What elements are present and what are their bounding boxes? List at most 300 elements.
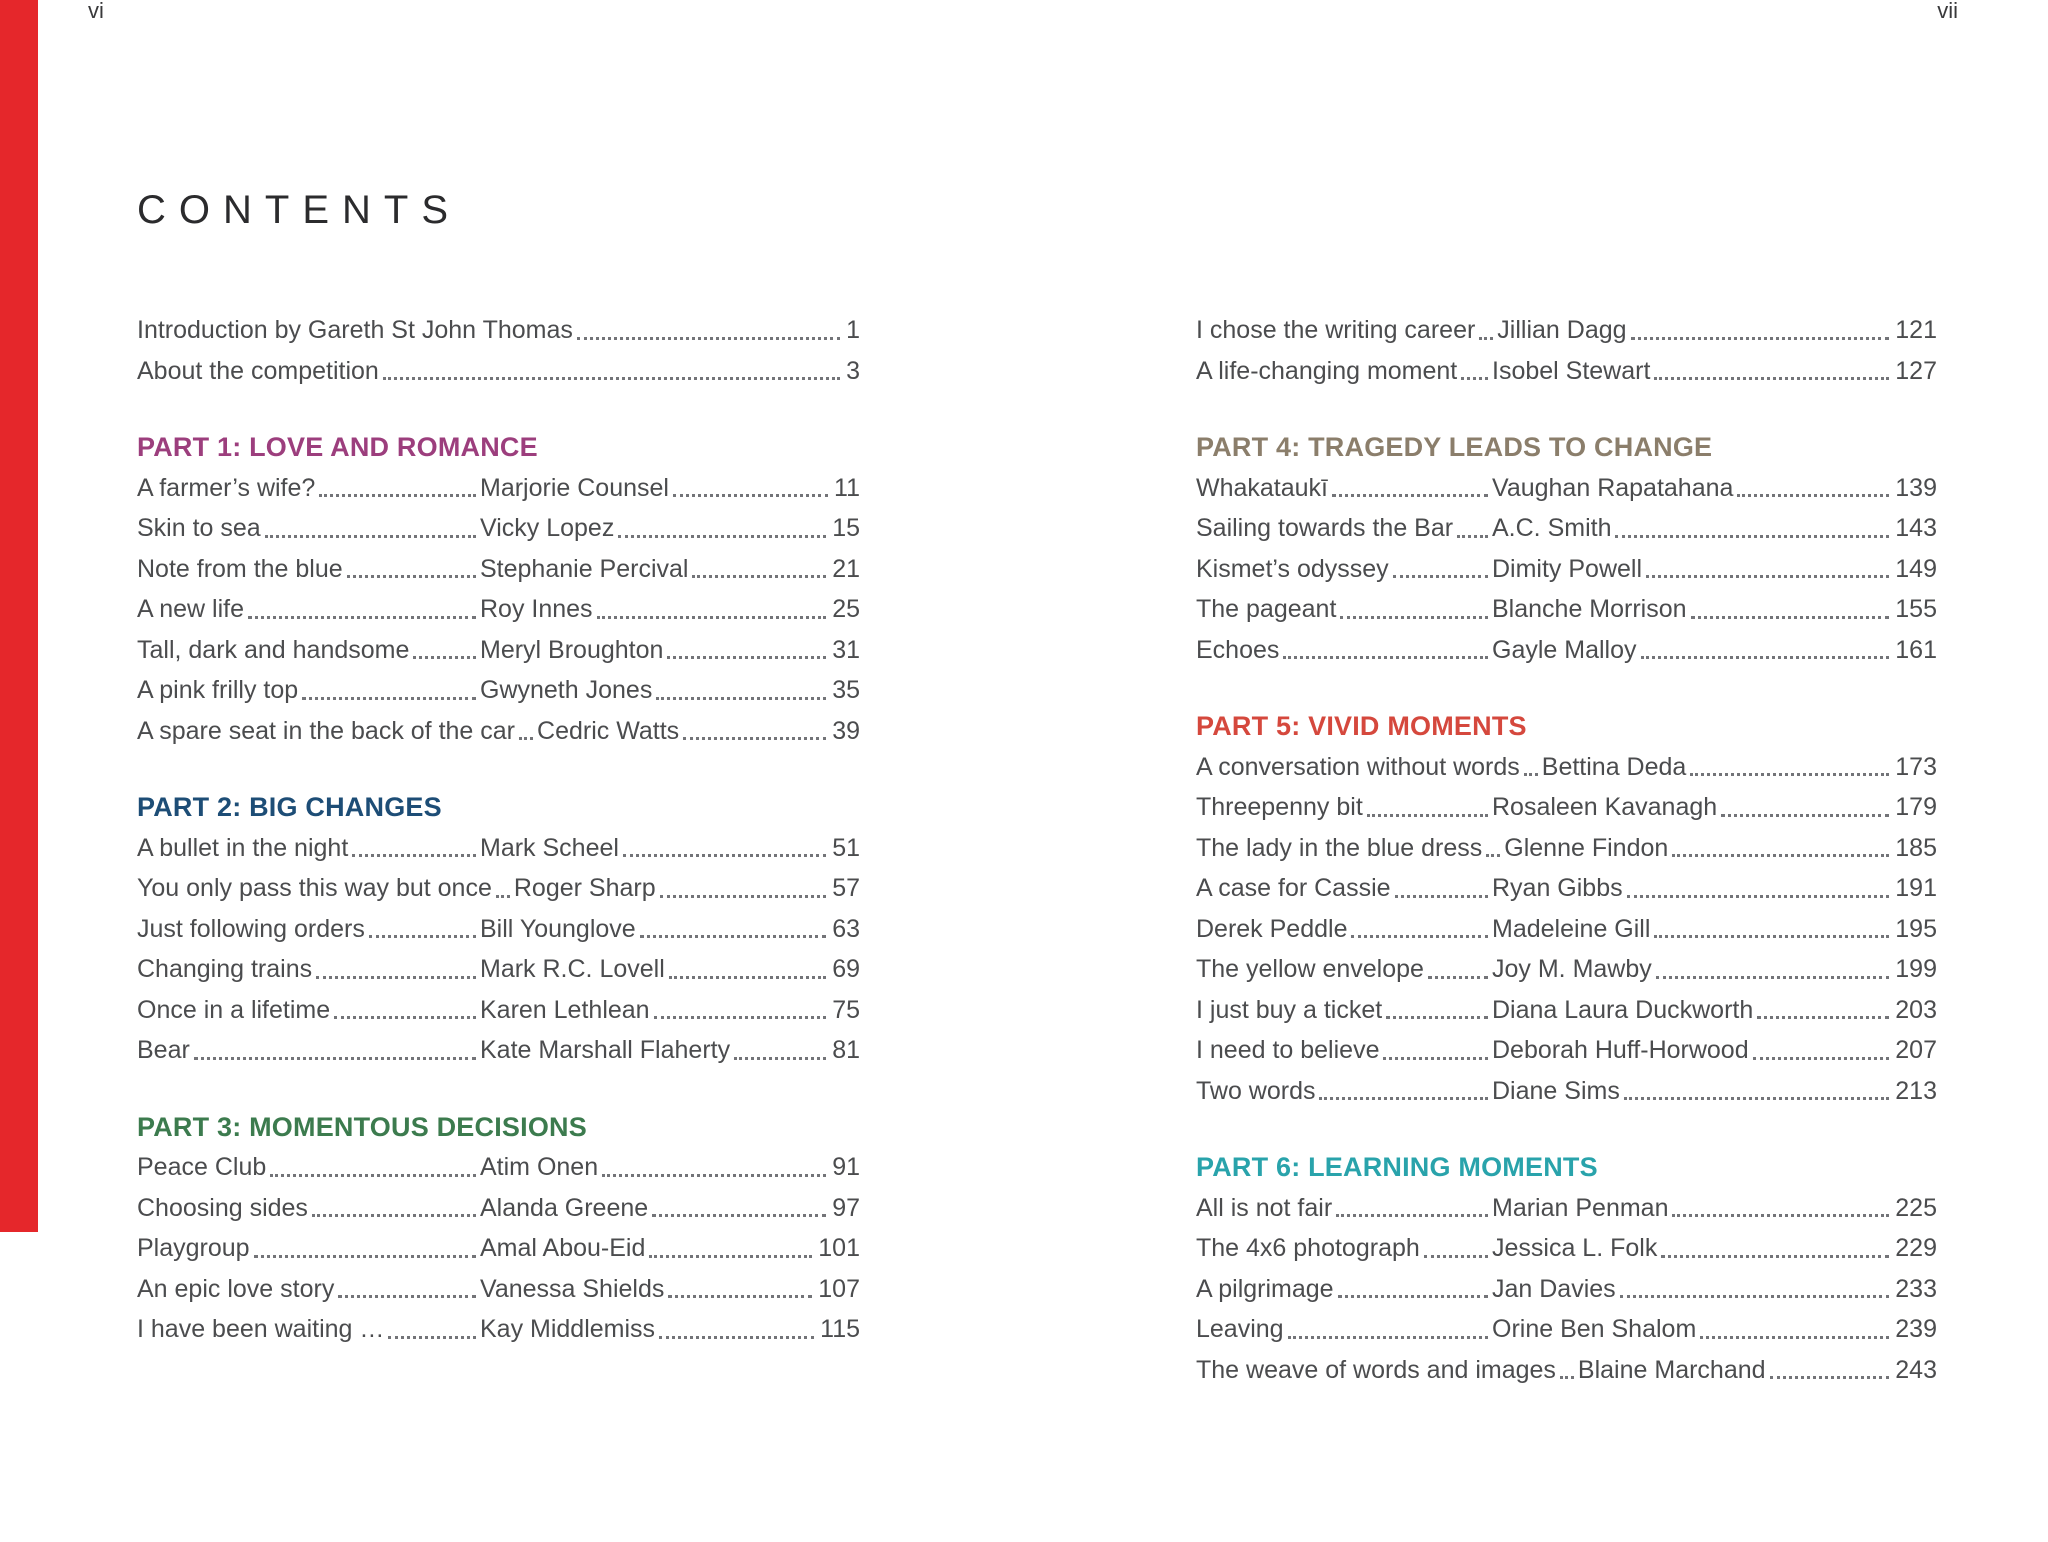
entry-author: Cedric Watts	[537, 716, 680, 745]
entry-title: Tall, dark and handsome	[137, 635, 410, 664]
toc-entry-row	[137, 1309, 860, 1350]
entry-title: Note from the blue	[137, 554, 343, 583]
entry-page-number: 57	[832, 874, 860, 902]
dot-leader	[1340, 616, 1488, 619]
entry-author: Diane Sims	[1492, 1076, 1620, 1105]
dot-leader	[347, 575, 476, 578]
part-heading: PART 3: MOMENTOUS DECISIONS	[137, 1111, 587, 1142]
toc-entry-row	[1196, 828, 1937, 869]
dot-leader	[194, 1057, 476, 1060]
dot-leader	[649, 1255, 812, 1258]
entry-title: You only pass this way but once	[137, 874, 492, 902]
entry-page-number: 229	[1895, 1234, 1937, 1262]
entry-page-number: 11	[834, 473, 860, 502]
dot-leader	[692, 575, 826, 578]
entry-author: Gwyneth Jones	[480, 676, 653, 704]
entry-title-cell	[1196, 1228, 1492, 1269]
entry-author: Orine Ben Shalom	[1492, 1315, 1697, 1343]
dot-leader	[1367, 814, 1488, 817]
dot-leader	[1486, 854, 1500, 857]
entry-title: The lady in the blue dress	[1196, 833, 1483, 862]
entry-page-number: 63	[832, 914, 860, 943]
folio-left: vi	[88, 0, 104, 23]
entry-page-number: 101	[818, 1234, 860, 1262]
dot-leader	[1524, 773, 1538, 776]
entry-page-number: 97	[832, 1193, 860, 1222]
entry-author: A.C. Smith	[1492, 514, 1612, 542]
dot-leader	[1654, 935, 1889, 938]
dot-leader	[673, 494, 828, 497]
toc-entry-row	[1196, 868, 1937, 909]
dot-leader	[519, 737, 533, 740]
entry-title: I have been waiting …	[137, 1315, 385, 1343]
dot-leader	[352, 854, 476, 857]
dot-leader	[1737, 494, 1889, 497]
entry-title-cell	[137, 1030, 480, 1071]
dot-leader	[1336, 1214, 1488, 1217]
toc-entry-row	[1196, 990, 1937, 1031]
entry-title-cell	[137, 1228, 480, 1269]
entry-title-cell	[1196, 1188, 1492, 1229]
dot-leader	[338, 1295, 476, 1298]
dot-leader	[1351, 935, 1488, 938]
entry-page-number: 185	[1895, 833, 1937, 862]
entry-title: Whakataukī	[1196, 473, 1329, 502]
dot-leader	[1757, 1016, 1889, 1019]
entry-author: Vanessa Shields	[480, 1274, 665, 1303]
entry-title: A life-changing moment	[1196, 356, 1458, 385]
dot-leader	[577, 337, 840, 340]
entry-page-number: 115	[820, 1315, 860, 1343]
entry-author: Rosaleen Kavanagh	[1492, 793, 1718, 821]
entry-title-cell	[137, 670, 480, 711]
dot-leader	[1654, 377, 1889, 380]
dot-leader	[265, 535, 476, 538]
entry-title-cell	[137, 990, 480, 1031]
dot-leader	[654, 1016, 827, 1019]
entry-title: The weave of words and images	[1196, 1355, 1556, 1384]
entry-author: Blaine Marchand	[1577, 1355, 1766, 1384]
toc-entry-row	[137, 670, 860, 711]
red-edge-strip	[0, 0, 38, 1232]
dot-leader	[1479, 337, 1493, 340]
dot-leader	[667, 656, 826, 659]
entry-title-cell	[137, 711, 537, 752]
entry-title: I need to believe	[1196, 1036, 1380, 1064]
entry-title-cell	[1196, 1309, 1492, 1350]
toc-entry-row	[137, 508, 860, 549]
entry-author: Atim Onen	[480, 1153, 599, 1181]
entry-title-cell	[137, 828, 480, 869]
entry-title: A spare seat in the back of the car	[137, 716, 516, 745]
dot-leader	[669, 976, 826, 979]
toc-entry-row	[1196, 630, 1937, 671]
dot-leader	[640, 935, 826, 938]
entry-page-number: 155	[1895, 595, 1937, 623]
dot-leader	[734, 1057, 826, 1060]
toc-sections-left	[137, 427, 860, 1350]
entry-page-number: 203	[1895, 995, 1937, 1024]
entry-title: Once in a lifetime	[137, 995, 331, 1024]
entry-title: A conversation without words	[1196, 752, 1520, 781]
dot-leader	[1753, 1057, 1890, 1060]
entry-page-number: 213	[1895, 1076, 1937, 1105]
dot-leader	[254, 1255, 476, 1258]
dot-leader	[1690, 773, 1889, 776]
toc-entry-row	[137, 828, 860, 869]
entry-page-number: 191	[1895, 874, 1937, 902]
entry-page-number: 31	[832, 635, 860, 664]
entry-title-cell	[1196, 868, 1492, 909]
entry-title: Introduction by Gareth St John Thomas	[137, 316, 573, 344]
entry-title: A bullet in the night	[137, 833, 349, 862]
toc-entry-row	[1196, 1350, 1937, 1391]
entry-title-cell	[1196, 549, 1492, 590]
entry-title-cell	[137, 549, 480, 590]
dot-leader	[1624, 1097, 1889, 1100]
entry-page-number: 15	[832, 514, 860, 542]
dot-leader	[1627, 895, 1890, 898]
entry-page-number: 143	[1895, 514, 1937, 542]
entry-author: Meryl Broughton	[480, 635, 664, 664]
dot-leader	[1700, 1336, 1889, 1339]
toc-entry-row	[1196, 787, 1937, 828]
entry-author: Roger Sharp	[513, 874, 656, 902]
toc-entry-row	[137, 1188, 860, 1229]
dot-leader	[1283, 656, 1488, 659]
dot-leader	[1395, 895, 1488, 898]
entry-title: The 4x6 photograph	[1196, 1234, 1420, 1262]
part-section	[137, 787, 860, 1071]
entry-title: I chose the writing career	[1196, 316, 1476, 344]
dot-leader	[388, 1336, 476, 1339]
toc-entry-row	[1196, 1071, 1937, 1112]
contents-title: CONTENTS	[137, 188, 461, 232]
entry-title: All is not fair	[1196, 1193, 1333, 1222]
part-section	[1196, 427, 1937, 670]
entry-page-number: 195	[1895, 914, 1937, 943]
dot-leader	[1319, 1097, 1488, 1100]
entry-author: Marian Penman	[1492, 1193, 1669, 1222]
toc-entry-row	[1196, 1228, 1937, 1269]
dot-leader	[270, 1174, 476, 1177]
entry-title: The yellow envelope	[1196, 955, 1424, 983]
entry-page-number: 207	[1895, 1036, 1937, 1064]
entry-author: Deborah Huff-Horwood	[1492, 1036, 1749, 1064]
dot-leader	[319, 494, 476, 497]
dot-leader	[1620, 1295, 1890, 1298]
part-heading: PART 1: LOVE AND ROMANCE	[137, 432, 538, 462]
entry-title: A new life	[137, 595, 245, 623]
entry-title-cell	[137, 508, 480, 549]
entry-title-cell	[1196, 310, 1497, 351]
entry-page-number: 179	[1895, 793, 1937, 821]
dot-leader	[1338, 1295, 1488, 1298]
dot-leader	[1656, 976, 1890, 979]
entry-title-cell	[137, 949, 480, 990]
dot-leader	[1615, 535, 1889, 538]
toc-entry-row	[1196, 468, 1937, 509]
entry-page-number: 127	[1895, 356, 1937, 385]
entry-page-number: 173	[1895, 752, 1937, 781]
dot-leader	[1672, 1214, 1889, 1217]
dot-leader	[1424, 1255, 1488, 1258]
part-section	[1196, 1147, 1937, 1390]
entry-author: Joy M. Mawby	[1492, 955, 1652, 983]
entry-page-number: 25	[832, 595, 860, 623]
entry-page-number: 233	[1895, 1274, 1937, 1303]
dot-leader	[302, 697, 476, 700]
toc-entry-row	[1196, 1188, 1937, 1229]
entry-title-cell	[137, 1147, 480, 1188]
entry-title: Threepenny bit	[1196, 793, 1363, 821]
dot-leader	[652, 1214, 826, 1217]
entry-title: About the competition	[137, 356, 379, 385]
entry-title: Kismet’s odyssey	[1196, 554, 1389, 583]
toc-entry-row	[1196, 351, 1937, 392]
toc-entry-row	[137, 549, 860, 590]
dot-leader	[1457, 535, 1488, 538]
entry-title-cell	[137, 868, 514, 909]
dot-leader	[1332, 494, 1488, 497]
dot-leader	[656, 697, 826, 700]
dot-leader	[1661, 1255, 1889, 1258]
entry-title-cell	[1196, 1350, 1578, 1391]
entry-page-number: 75	[832, 995, 860, 1024]
part-heading: PART 4: TRAGEDY LEADS TO CHANGE	[1196, 432, 1713, 462]
toc-entry-row	[137, 990, 860, 1031]
dot-leader	[312, 1214, 476, 1217]
entry-title-cell	[1196, 949, 1492, 990]
entry-author: Dimity Powell	[1492, 554, 1643, 583]
dot-leader	[1646, 575, 1889, 578]
part-section	[1196, 706, 1937, 1111]
entry-page-number: 139	[1895, 473, 1937, 502]
dot-leader	[668, 1295, 812, 1298]
entry-title: Playgroup	[137, 1234, 250, 1262]
entry-title: Bear	[137, 1036, 190, 1064]
dot-leader	[1386, 1016, 1488, 1019]
entry-title-cell	[137, 630, 480, 671]
entry-author: Kay Middlemiss	[480, 1315, 656, 1343]
toc-entry-row	[137, 949, 860, 990]
toc-entry-row	[137, 1030, 860, 1071]
toc-entry-row	[1196, 747, 1937, 788]
dot-leader	[659, 1336, 814, 1339]
toc-entry-row	[137, 630, 860, 671]
entry-author: Madeleine Gill	[1492, 914, 1651, 943]
entry-author: Stephanie Percival	[480, 554, 689, 583]
entry-title: A pilgrimage	[1196, 1274, 1334, 1303]
entry-title-cell	[1196, 747, 1542, 788]
entry-page-number: 225	[1895, 1193, 1937, 1222]
part-section	[137, 1107, 860, 1350]
dot-leader	[413, 656, 476, 659]
toc-entry-row	[137, 909, 860, 950]
entry-title: I just buy a ticket	[1196, 995, 1383, 1024]
entry-author: Mark Scheel	[480, 833, 619, 862]
entry-title: Two words	[1196, 1076, 1316, 1105]
entry-title-cell	[137, 909, 480, 950]
entry-title: Leaving	[1196, 1315, 1284, 1343]
entry-title: Changing trains	[137, 955, 313, 983]
toc-entry-row	[137, 589, 860, 630]
toc-entry-row	[137, 868, 860, 909]
entry-author: Jan Davies	[1492, 1274, 1616, 1303]
entry-author: Ryan Gibbs	[1492, 874, 1623, 902]
part-heading: PART 2: BIG CHANGES	[137, 792, 442, 822]
toc-entry-row	[1196, 549, 1937, 590]
entry-title: The pageant	[1196, 595, 1337, 623]
dot-leader	[1691, 616, 1890, 619]
entry-author: Vicky Lopez	[480, 514, 615, 542]
dot-leader	[1641, 656, 1890, 659]
dot-leader	[496, 895, 510, 898]
dot-leader	[1288, 1336, 1488, 1339]
entry-title-cell	[1196, 787, 1492, 828]
dot-leader	[383, 377, 840, 380]
entry-title: Peace Club	[137, 1153, 267, 1181]
folio-right: vii	[1937, 0, 1958, 23]
entry-title-cell	[1196, 630, 1492, 671]
entry-page-number: 199	[1895, 955, 1937, 983]
entry-page-number: 149	[1895, 554, 1937, 583]
toc-entry-row	[137, 468, 860, 509]
dot-leader	[1631, 337, 1890, 340]
entry-author: Vaughan Rapatahana	[1492, 473, 1734, 502]
entry-title-cell	[1196, 508, 1492, 549]
entry-author: Karen Lethlean	[480, 995, 650, 1024]
dot-leader	[623, 854, 826, 857]
entry-author: Roy Innes	[480, 595, 593, 623]
entry-author: Jillian Dagg	[1497, 316, 1627, 344]
entry-author: Kate Marshall Flaherty	[480, 1036, 731, 1064]
entry-author: Alanda Greene	[480, 1193, 649, 1222]
toc-sections-right	[1196, 427, 1937, 1390]
entry-author: Glenne Findon	[1504, 833, 1669, 862]
entry-author: Amal Abou-Eid	[480, 1234, 646, 1262]
dot-leader	[1393, 575, 1488, 578]
dot-leader	[597, 616, 827, 619]
entry-author: Isobel Stewart	[1492, 356, 1651, 385]
part-heading: PART 6: LEARNING MOMENTS	[1196, 1152, 1598, 1182]
entry-title-cell	[1196, 1071, 1492, 1112]
toc-entry-row	[1196, 1309, 1937, 1350]
entry-page-number: 161	[1895, 635, 1937, 664]
entry-title-cell	[1196, 351, 1492, 392]
dot-leader	[1428, 976, 1488, 979]
entry-page-number: 39	[832, 716, 860, 745]
dot-leader	[334, 1016, 476, 1019]
entry-title-cell	[1196, 1030, 1492, 1071]
dot-leader	[683, 737, 826, 740]
entry-page-number: 3	[846, 356, 860, 385]
entry-page-number: 107	[818, 1274, 860, 1303]
entry-title: A farmer’s wife?	[137, 473, 316, 502]
entry-title: A case for Cassie	[1196, 874, 1391, 902]
entry-title-cell	[1196, 828, 1504, 869]
entry-title-cell	[1196, 589, 1492, 630]
dot-leader	[618, 535, 826, 538]
toc-entry-row	[137, 351, 860, 392]
entry-page-number: 51	[832, 833, 860, 862]
entry-page-number: 21	[832, 554, 860, 583]
toc-entry-row	[137, 1147, 860, 1188]
entry-author: Bettina Deda	[1541, 752, 1687, 781]
toc-entry-row	[137, 711, 860, 752]
entry-page-number: 121	[1895, 316, 1937, 344]
entry-title: Choosing sides	[137, 1193, 308, 1222]
entry-title-cell	[137, 468, 480, 509]
entry-title: Just following orders	[137, 914, 365, 943]
dot-leader	[248, 616, 476, 619]
entry-page-number: 243	[1895, 1355, 1937, 1384]
part-section	[137, 427, 860, 751]
entry-page-number: 35	[832, 676, 860, 704]
entry-author: Mark R.C. Lovell	[480, 955, 665, 983]
dot-leader	[1383, 1057, 1488, 1060]
entry-title: Derek Peddle	[1196, 914, 1348, 943]
dot-leader	[602, 1174, 826, 1177]
dot-leader	[1770, 1376, 1890, 1379]
entry-title-cell	[137, 1269, 480, 1310]
page-right	[1196, 0, 1937, 1390]
entry-title: An epic love story	[137, 1274, 335, 1303]
toc-entry-row	[137, 310, 860, 351]
toc-entry-row	[1196, 909, 1937, 950]
entry-page-number: 91	[832, 1153, 860, 1181]
entry-author: Marjorie Counsel	[480, 473, 669, 502]
toc-entry-row	[1196, 949, 1937, 990]
entry-author: Diana Laura Duckworth	[1492, 995, 1754, 1024]
entry-title-cell	[1196, 468, 1492, 509]
entry-title: A pink frilly top	[137, 676, 299, 704]
entry-title-cell	[137, 589, 480, 630]
toc-entry-row	[1196, 589, 1937, 630]
entry-title: Echoes	[1196, 635, 1280, 664]
dot-leader	[316, 976, 476, 979]
toc-entry-row	[1196, 310, 1937, 351]
entry-author: Gayle Malloy	[1492, 635, 1637, 664]
entry-author: Jessica L. Folk	[1492, 1234, 1658, 1262]
toc-entry-row	[137, 1228, 860, 1269]
dot-leader	[1672, 854, 1889, 857]
entry-title-cell	[1196, 909, 1492, 950]
entry-title-cell	[137, 1188, 480, 1229]
entry-page-number: 81	[832, 1036, 860, 1064]
toc-entry-row	[137, 1269, 860, 1310]
entry-title: Sailing towards the Bar	[1196, 514, 1454, 542]
dot-leader	[1461, 377, 1488, 380]
entry-author: Blanche Morrison	[1492, 595, 1687, 623]
toc-entry-row	[1196, 1030, 1937, 1071]
entry-page-number: 1	[846, 316, 860, 344]
dot-leader	[1721, 814, 1889, 817]
dot-leader	[1560, 1376, 1574, 1379]
toc-entry-row	[1196, 1269, 1937, 1310]
entry-page-number: 239	[1895, 1315, 1937, 1343]
page-left	[137, 0, 860, 1350]
toc-entry-row	[1196, 508, 1937, 549]
dot-leader	[369, 935, 476, 938]
part-heading: PART 5: VIVID MOMENTS	[1196, 711, 1527, 741]
continued-entries-list	[1196, 310, 1937, 391]
front-matter-list	[137, 310, 860, 391]
entry-title-cell	[1196, 1269, 1492, 1310]
entry-title-cell	[137, 1309, 480, 1350]
entry-page-number: 69	[832, 955, 860, 983]
entry-author: Bill Younglove	[480, 914, 636, 943]
